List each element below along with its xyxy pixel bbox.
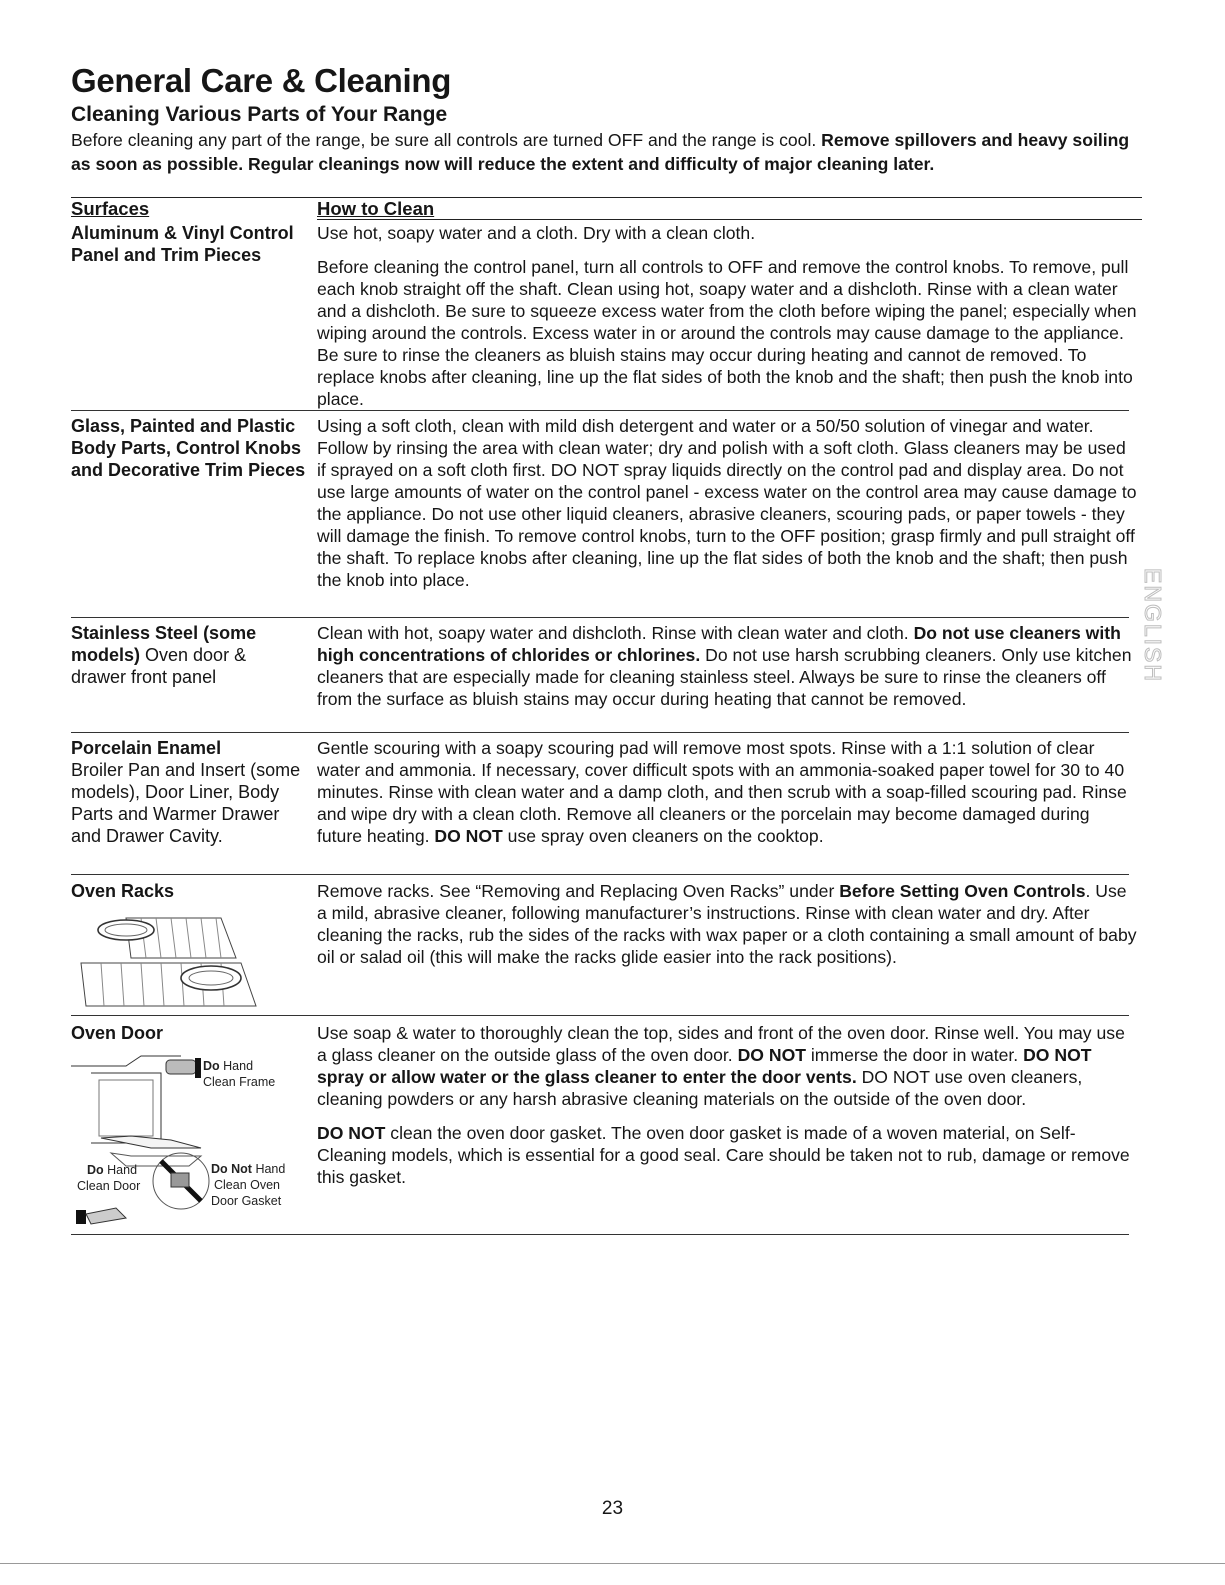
do-hand-clean-frame-label-line2: Clean Frame [203,1075,276,1089]
table-row [71,1022,1129,1235]
instruction-warning: DO NOT [434,826,503,846]
do-not-clean-gasket-label-line3: Door Gasket [211,1194,282,1208]
instruction-text: Gentle scouring with a soapy scouring pad will remove most spots. Rinse with a 1:1 solution of clear water and ammonia. If necessary, cover difficult spots with an ammonia-soaked paper towel for 30 to 40 minutes. Rinse with clean water and a damp cloth, and then scrub with a soap-filled scouring pad. Rinse and wipe dry with a clean cloth. Remove all cleaners or the porcelain may become damaged during future heating. [317,738,1127,846]
header-rule [71,197,1142,198]
page-title: General Care & Cleaning [71,62,452,99]
table-row [71,737,1129,875]
surfaces-column-header: Surfaces [71,198,150,219]
surface-detail: Oven door & drawer front panel [71,645,247,687]
do-not-clean-gasket-label-line2: Clean Oven [214,1178,281,1192]
table-row [71,222,1137,411]
surface-detail: Broiler Pan and Insert (some models), Door Liner, Body Parts and Warmer Drawer and Drawer Cavity. [71,760,301,846]
cleaning-instruction [317,1122,1137,1188]
how-to-clean-cell [317,622,1137,710]
language-side-tab [1139,568,1167,692]
page-bottom-rule [0,1563,1225,1564]
how-to-clean-cell [317,222,1137,410]
do-not-clean-gasket-label [211,1162,285,1176]
how-to-clean-cell [317,1022,1137,1188]
label-emphasis: Do [87,1163,104,1177]
cleaning-instruction [317,622,1137,710]
section-subtitle: Cleaning Various Parts of Your Range [71,103,448,126]
instruction-text: Use soap & water to thoroughly clean the top, sides and front of the oven door. Rinse well. You may use a glass cleaner on the outside glass of the oven door. [317,1023,1125,1065]
surface-name: Porcelain Enamel [71,738,222,758]
cleaning-instruction [317,1022,1137,1110]
label-text: Hand [103,1163,138,1177]
instruction-text: clean the oven door gasket. The oven door gasket is made of a woven material, on Self-Cleaning models, which is essential for a good seal. Care should be taken not to rub, damage or remove this gasket. [317,1123,1130,1187]
table-row [71,415,1137,618]
instruction-text: . Use a mild, abrasive cleaner, following manufacturer’s instructions. Rinse with clean water and dry. After cleaning the racks, rub the sides of the racks with wax paper or a cloth containing a small amount of baby oil or salad oil (this will make the racks glide easier into the rack positions). [317,881,1137,967]
surface-name: Oven Door [71,1023,164,1043]
cleaning-instruction: Before cleaning the control panel, turn all controls to OFF and remove the control knobs. To remove, pull each knob straight off the shaft. Clean using hot, soapy water and a dishcloth. Rinse with a clean water and a dishcloth. Be sure to squeeze excess water from the cloth before wiping the panel; especially when wiping around the controls. Excess water in or around the controls may cause damage to the appliance. Be sure to rinse the cleaners as bluish stains may occur during heating and cannot de removed. To replace knobs after cleaning, line up the flat sides of both the knob and the shaft; then push the knob into place. [317,257,1137,409]
surface-name: Oven Racks [71,881,175,901]
instruction-warning: DO NOT [317,1123,386,1143]
table-row [71,622,1132,733]
table-row [71,880,1137,1016]
surface-cell [71,1022,306,1208]
instruction-warning: Do not use cleaners with high concentrations of chlorides or chlorines. [317,623,1121,665]
how-to-clean-column-header: How to Clean [317,198,435,219]
surface-name: Aluminum & Vinyl Control Panel and Trim Pieces [71,223,294,265]
cleaning-instruction [317,737,1137,847]
instruction-warning: DO NOT [737,1045,806,1065]
label-text: Hand [219,1059,254,1073]
surface-name: Glass, Painted and Plastic Body Parts, Control Knobs and Decorative Trim Pieces [71,416,306,480]
column-header-rule [317,219,1142,220]
surface-cell [71,222,306,266]
do-hand-clean-frame-label [203,1059,253,1073]
page-number: 23 [601,1498,624,1519]
instruction-text: immerse the door in water. [806,1045,1024,1065]
how-to-clean-cell [317,415,1137,591]
instruction-text: Clean with hot, soapy water and dishcloth. Rinse with clean water and cloth. [317,623,914,643]
do-hand-clean-door-label [87,1163,137,1177]
oven-racks-illustration [71,908,271,1008]
do-hand-clean-door-label-line2: Clean Door [77,1179,141,1193]
instruction-text: DO NOT use oven cleaners, cleaning powders or any harsh abrasive cleaning materials on the outside of the oven door. [317,1067,1083,1109]
language-label: ENGLISH [1140,568,1166,683]
cleaning-instruction [317,880,1137,968]
label-text: Hand [251,1162,286,1176]
surface-name: Stainless Steel (some models) [71,623,257,665]
instruction-warning: DO NOT spray or allow water or the glass cleaner to enter the door vents. [317,1045,1092,1087]
cleaning-instruction: Use hot, soapy water and a cloth. Dry with a clean cloth. [317,223,756,243]
label-emphasis: Do Not [211,1162,252,1176]
oven-door-illustration [71,1048,221,1228]
intro-warning: Remove spillovers and heavy soiling as soon as possible. Regular cleanings now will reduce the extent and difficulty of major cleaning later. [71,130,1130,174]
instruction-text: use spray oven cleaners on the cooktop. [502,826,824,846]
how-to-clean-cell [317,880,1137,968]
intro-paragraph [71,128,1151,176]
label-emphasis: Do [203,1059,220,1073]
instruction-text: Remove racks. See “Removing and Replacing Oven Racks” under [317,881,840,901]
surface-cell [71,622,306,688]
how-to-clean-cell [317,737,1137,847]
instruction-text: Do not use harsh scrubbing cleaners. Only use kitchen cleaners that are especially made for cleaning stainless steel. Always be sure to rinse the cleaners off from the surface as bluish stains may occur during heating that cannot be removed. [317,645,1132,709]
surface-cell [71,737,306,847]
cleaning-instruction: Using a soft cloth, clean with mild dish detergent and water or a 50/50 solution of vinegar and water. Follow by rinsing the area with clean water; dry and polish with a soft cloth. Glass cleaners may be used if sprayed on a soft cloth first. DO NOT spray liquids directly on the control pad and display area. Do not use large amounts of water on the control panel - excess water on the control area may cause damage to the appliance. Do not use other liquid cleaners, abrasive cleaners, scouring pads, or paper towels - they will damage the finish. To remove control knobs, turn to the OFF position; grasp firmly and pull straight off the shaft. To replace knobs after cleaning, line up the flat sides of both the knob and the shaft; then push the knob into place. [317,416,1137,590]
surface-cell [71,415,306,481]
intro-text: Before cleaning any part of the range, be sure all controls are turned OFF and the range is cool. [71,130,822,150]
surface-cell [71,880,306,902]
cross-reference: Before Setting Oven Controls [839,881,1086,901]
